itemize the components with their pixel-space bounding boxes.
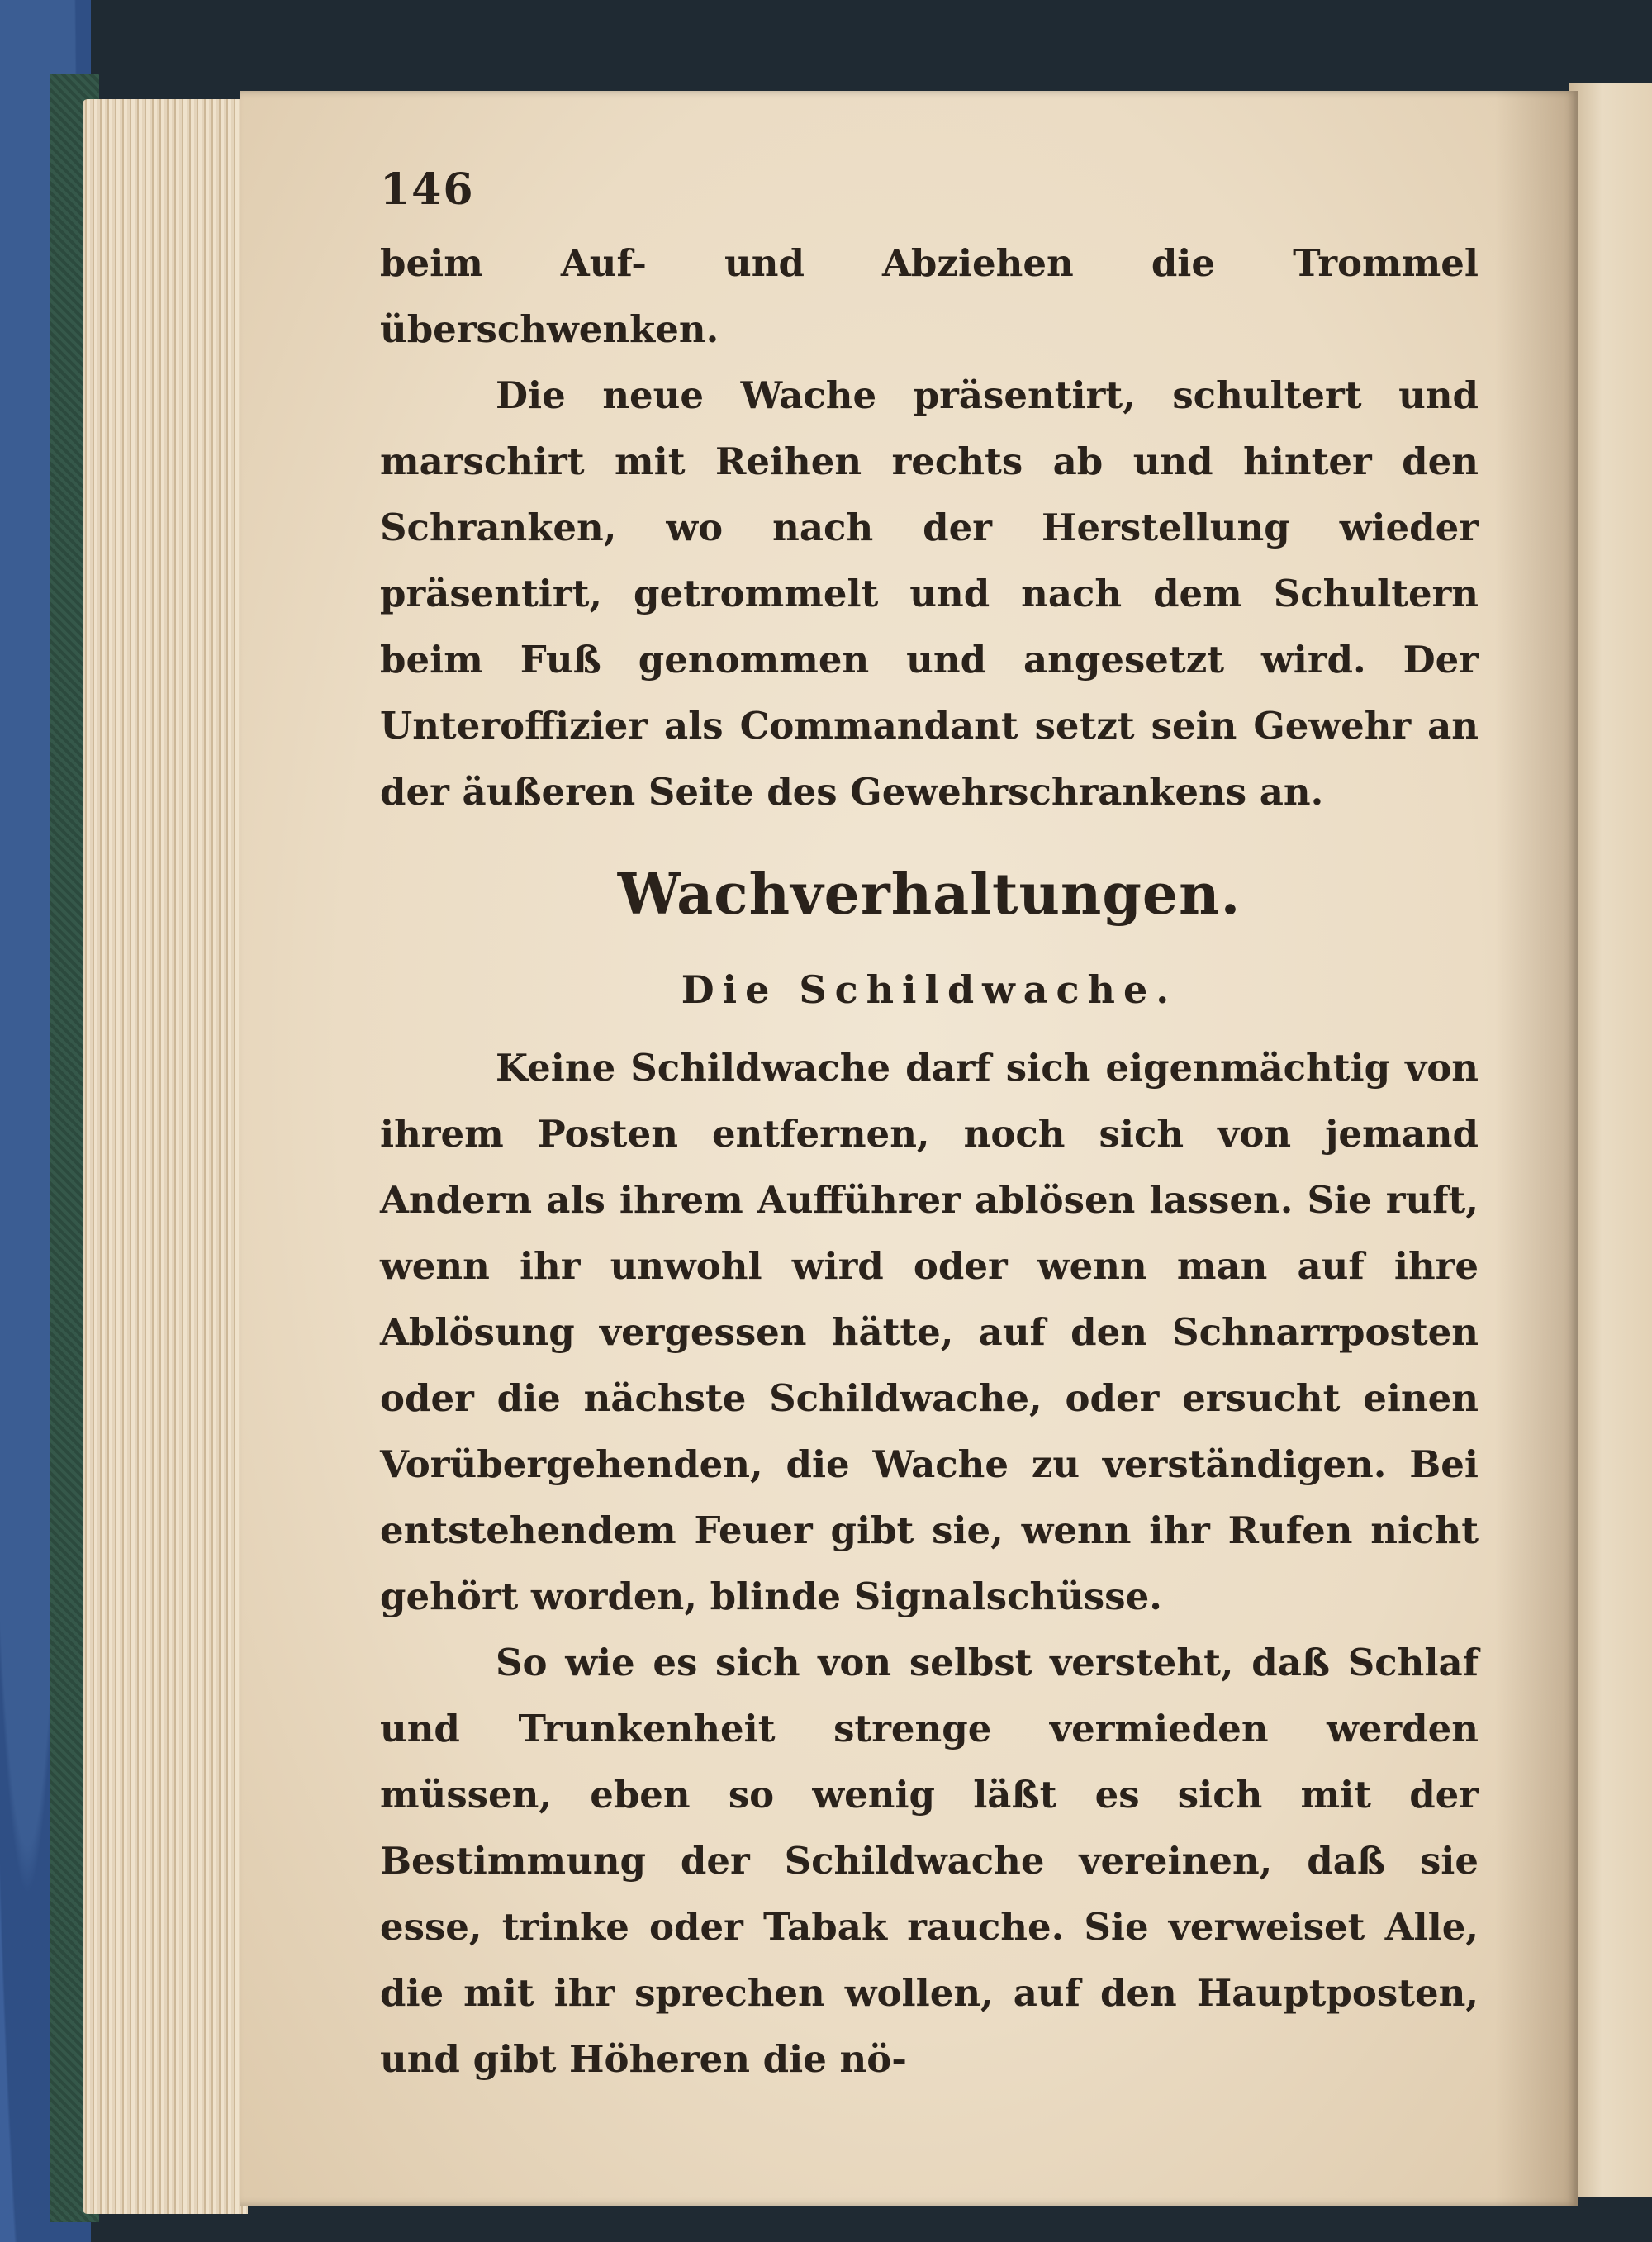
paragraph-sentry-conduct: So wie es sich von selbst versteht, daß Schlaf und Trunkenheit strenge vermieden werden müssen, eben so wenig läßt es sich mit der Bestimmung der Schildwache vereinen, daß sie esse, trinke oder Tabak rauche. Sie verweiset Alle, die mit ihr sprechen wollen, auf den Hauptposten, und gibt Höheren die nö- bbox=[380, 1641, 1479, 2081]
gutter-shadow bbox=[1495, 91, 1578, 2206]
section-subheading: Die Schildwache. bbox=[681, 967, 1178, 1012]
page-number: 146 bbox=[380, 164, 475, 215]
paragraph-guard-march: Die neue Wache präsentirt, schultert und marschirt mit Reihen rechts ab und hinter den Schranken, wo nach der Herstellung wieder präsentirt, getrommelt und nach dem Schultern beim Fuß genommen und angesetzt wird. Der Unteroffizier als Commandant setzt sein Gewehr an der äußeren Seite des Gewehrschrankens an. bbox=[380, 373, 1479, 814]
page-text-block bbox=[380, 161, 1479, 2092]
paragraph-intro: beim Auf- und Abziehen die Trommel überschwenken. bbox=[380, 241, 1479, 351]
section-heading: Wachverhaltungen. bbox=[617, 862, 1241, 928]
page-stack-edge bbox=[83, 99, 248, 2214]
facing-page-edge bbox=[1569, 83, 1652, 2197]
paragraph-sentry-duties: Keine Schildwache darf sich eigenmächtig von ihrem Posten entfernen, noch sich von jemand Andern als ihrem Aufführer ablösen lassen. Sie ruft, wenn ihr unwohl wird oder wenn man auf ihre Ablösung vergessen hätte, auf den Schnarrposten oder die nächste Schildwache, oder ersucht einen Vorübergehenden, die Wache zu verständigen. Bei entstehendem Feuer gibt sie, wenn ihr Rufen nicht gehört worden, blinde Signalschüsse. bbox=[380, 1046, 1479, 1618]
